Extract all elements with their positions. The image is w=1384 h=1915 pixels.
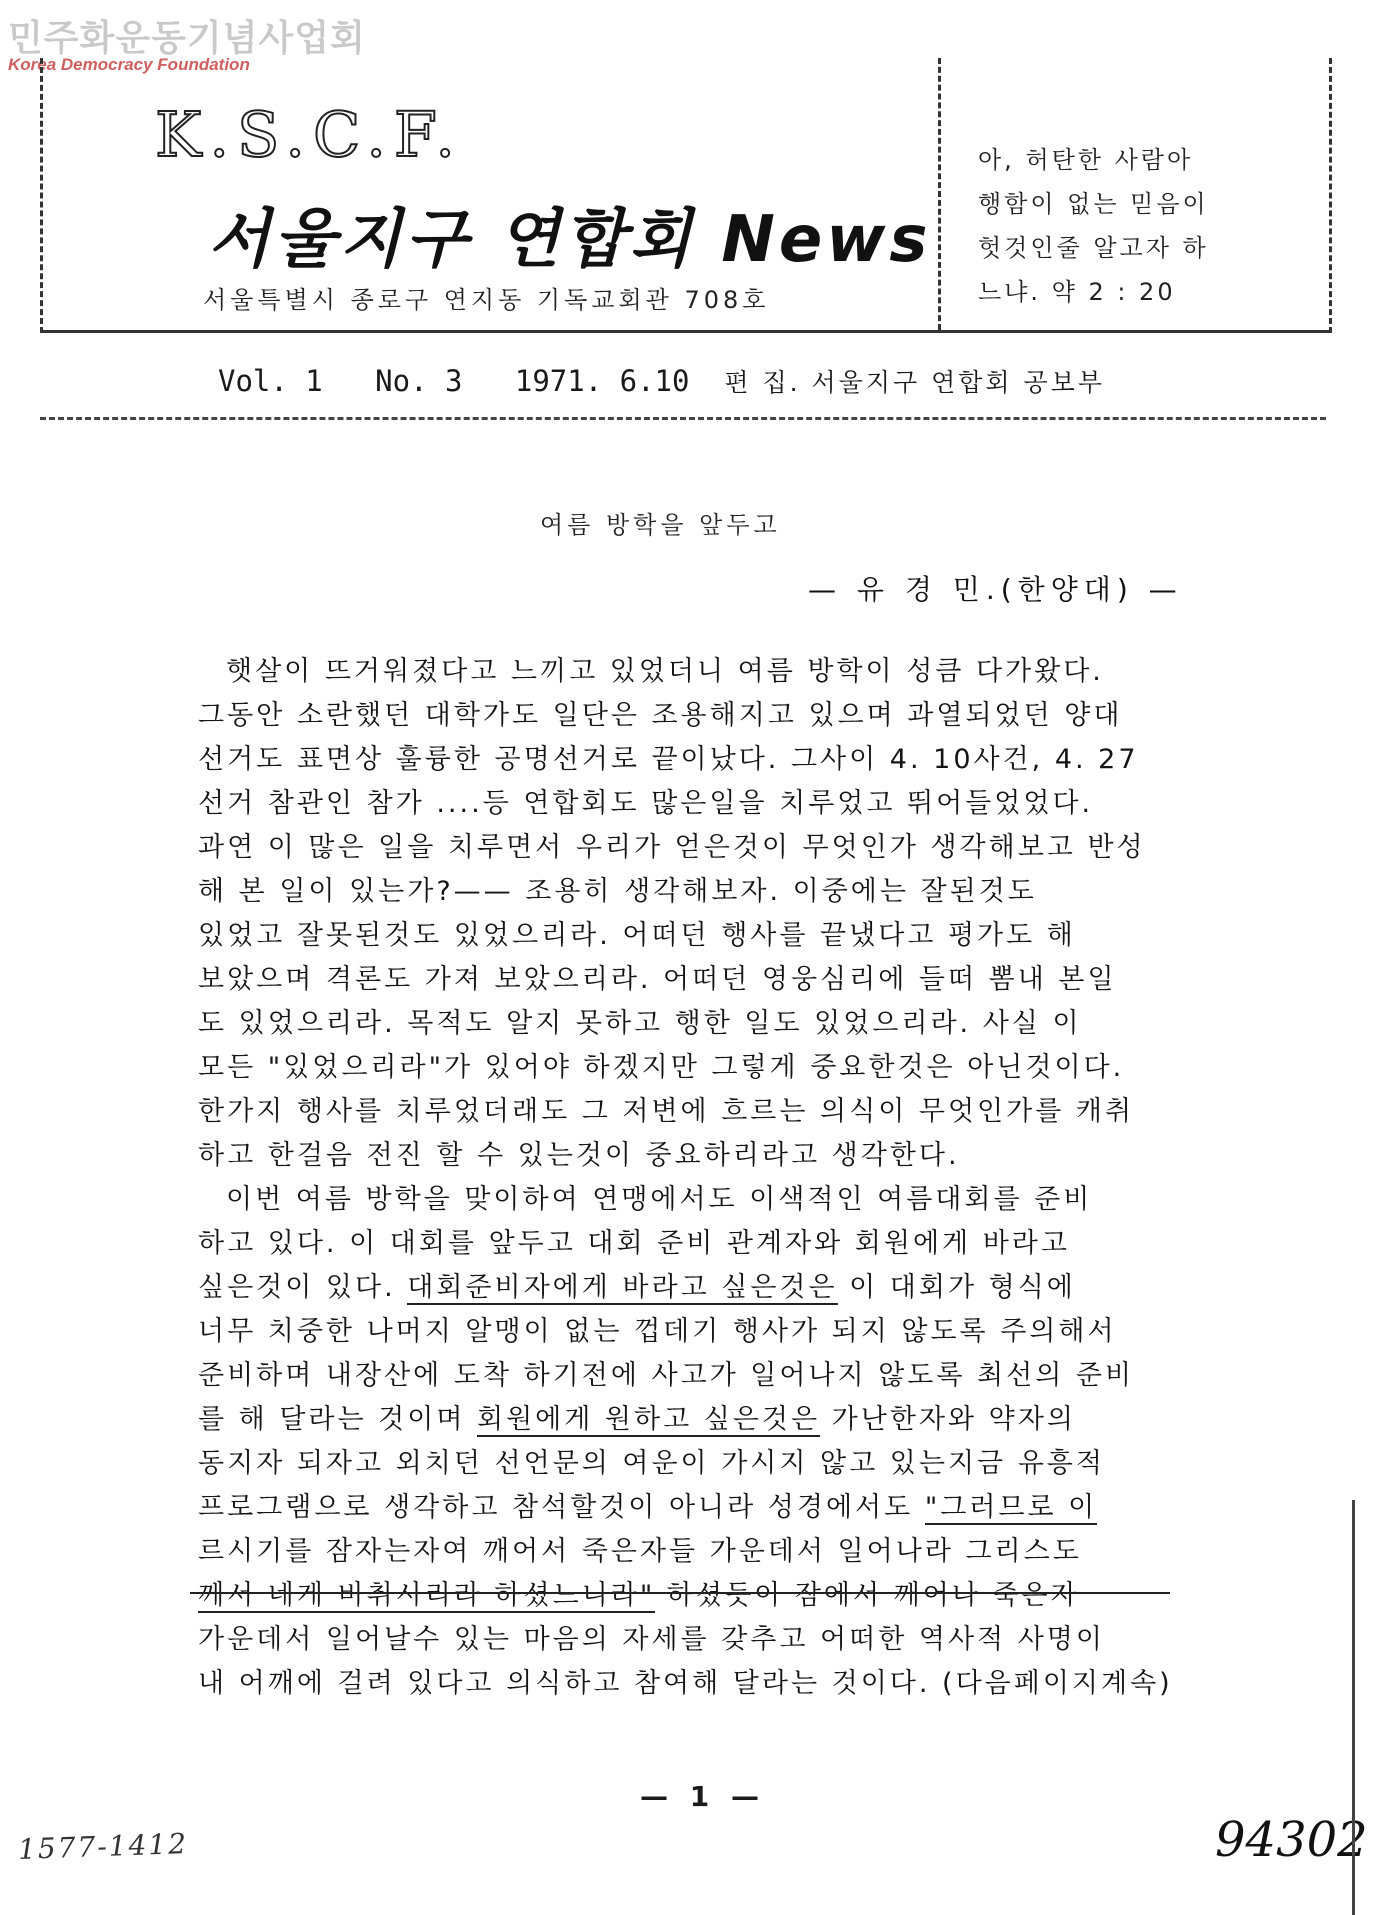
page-number: — 1 —: [640, 1780, 765, 1813]
quote-underline: [190, 1592, 1170, 1594]
watermark-korean: 민주화운동기념사업회: [8, 18, 366, 59]
underlined-phrase: 께서 네게 비취시리라 하셨느니라": [198, 1580, 656, 1611]
handwritten-archive-code: 1577-1412: [17, 1827, 189, 1866]
text-span: 가난한자와 약자의: [820, 1404, 1076, 1435]
text-span: 를 해 달라는 것이며: [198, 1404, 477, 1435]
text-span: 이 대회가 형식에: [837, 1272, 1076, 1303]
text-line: 한가지 행사를 치루었더래도 그 저변에 흐르는 의식이 무엇인가를 캐취: [198, 1096, 1135, 1127]
text-line: 너무 치중한 나머지 알맹이 없는 껍데기 행사가 되지 않도록 주의해서: [198, 1316, 1117, 1347]
text-line: [198, 1398, 1208, 1442]
text-line: 준비하며 내장산에 도착 하기전에 사고가 일어나지 않도록 최선의 준비: [198, 1360, 1135, 1391]
text-line: 있었고 잘못된것도 있었으리라. 어떠던 행사를 끝냈다고 평가도 해: [198, 920, 1076, 951]
issue-line: [218, 363, 1105, 399]
article-title: 여름 방학을 앞두고: [540, 511, 781, 539]
masthead-box: [40, 58, 1332, 333]
text-span: 프로그램으로 생각하고 참석할것이 아니라 성경에서도: [198, 1492, 925, 1523]
text-line: [198, 1266, 1208, 1310]
underlined-phrase: "그러므로 이: [924, 1492, 1098, 1523]
text-line: 선거도 표면상 훌륭한 공명선거로 끝이났다. 그사이 4. 10사건, 4. 27: [198, 744, 1139, 775]
issue-editor: 편 집. 서울지구 연합회 공보부: [724, 368, 1105, 397]
text-line: 이번 여름 방학을 맞이하여 연맹에서도 이색적인 여름대회를 준비: [226, 1184, 1093, 1215]
bible-verse: [978, 138, 1318, 314]
issue-volume: Vol. 1: [218, 364, 323, 398]
text-line: 도 있었으리라. 목적도 알지 못하고 행한 일도 있었으리라. 사실 이: [198, 1008, 1082, 1039]
newsletter-title: 서울지구 연합회 News: [208, 203, 932, 277]
text-line: 과연 이 많은 일을 치루면서 우리가 얻은것이 무엇인가 생각해보고 반성: [198, 832, 1146, 863]
watermark-english: Korea Democracy Foundation: [8, 55, 250, 74]
verse-line: 헛것인줄 알고자 하: [978, 234, 1209, 262]
text-line: 선거 참관인 참가 ....등 연합회도 많은일을 치루었고 뛰어들었었다.: [198, 788, 1094, 819]
issue-number: No. 3: [375, 364, 463, 398]
issue-date: 1971. 6.10: [514, 364, 690, 398]
text-line: 내 어깨에 걸려 있다고 의식하고 참여해 달라는 것이다. (다음페이지계속): [198, 1668, 1173, 1699]
page-edge-line: [1352, 1500, 1355, 1915]
masthead-divider: [938, 58, 941, 330]
org-acronym: K.S.C.F.: [155, 98, 464, 171]
text-line: 모든 "있었으리라"가 있어야 하겠지만 그렇게 중요한것은 아닌것이다.: [198, 1052, 1125, 1083]
issue-rule: [40, 417, 1326, 420]
text-line: 가운데서 일어날수 있는 마음의 자세를 갖추고 어떠한 역사적 사명이: [198, 1624, 1105, 1655]
masthead-address: 서울특별시 종로구 연지동 기독교회관 708호: [203, 286, 770, 314]
underlined-phrase: 대회준비자에게 바라고 싶은것은: [407, 1272, 838, 1303]
text-line: 해 본 일이 있는가?—— 조용히 생각해보자. 이중에는 잘된것도: [198, 876, 1037, 907]
text-line: 동지자 되자고 외치던 선언문의 여운이 가시지 않고 있는지금 유흥적: [198, 1448, 1105, 1479]
text-line: [198, 1486, 1208, 1530]
text-span: 하셨듯이 잠에서 깨어나 죽은자: [655, 1580, 1080, 1611]
verse-line: 느냐. 약 2 : 20: [978, 278, 1176, 306]
text-line: 르시기를 잠자는자여 깨어서 죽은자들 가운데서 일어나라 그리스도: [198, 1536, 1082, 1567]
text-line: 햇살이 뜨거워졌다고 느끼고 있었더니 여름 방학이 성큼 다가왔다.: [226, 656, 1104, 687]
text-line: 하고 한걸음 전진 할 수 있는것이 중요하리라고 생각한다.: [198, 1140, 960, 1171]
article-byline: — 유 경 민.(한양대) —: [808, 573, 1183, 606]
verse-line: 아, 허탄한 사람아: [978, 146, 1194, 174]
underlined-phrase: 회원에게 원하고 싶은것은: [477, 1404, 821, 1435]
text-line: 보았으며 격론도 가져 보았으리라. 어떠던 영웅심리에 들떠 뽐내 본일: [198, 964, 1117, 995]
text-line: 그동안 소란했던 대학가도 일단은 조용해지고 있으며 과열되었던 양대: [198, 700, 1123, 731]
text-span: 싶은것이 있다.: [198, 1272, 408, 1303]
text-line: 하고 있다. 이 대회를 앞두고 대회 준비 관계자와 회원에게 바라고: [198, 1228, 1070, 1259]
article-body: [198, 650, 1208, 1706]
verse-line: 행함이 없는 믿음이: [978, 190, 1209, 218]
handwritten-document-number: 94302: [1215, 1812, 1368, 1868]
text-line: [198, 1574, 1208, 1618]
